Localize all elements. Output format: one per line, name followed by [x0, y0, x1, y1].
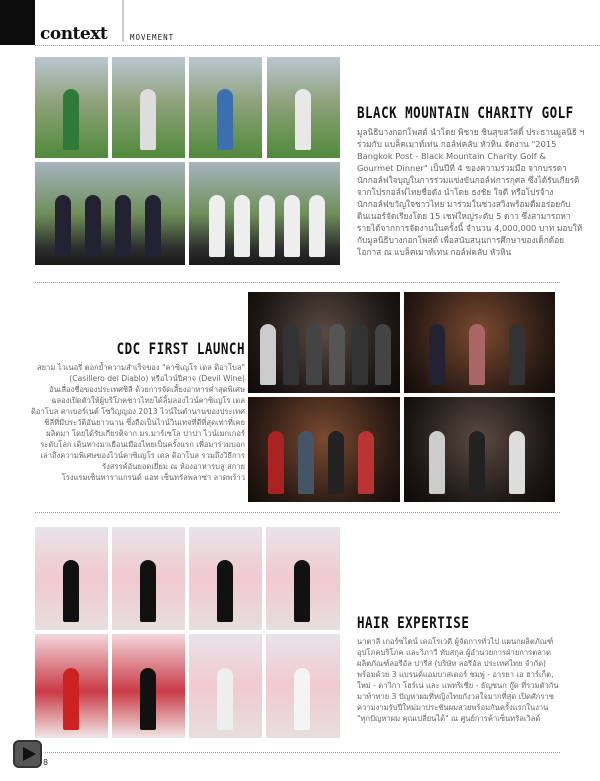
article-title-hair: HAIR EXPERTISE [357, 612, 470, 632]
golf-photo-2 [112, 57, 185, 158]
hair-photo-5 [35, 634, 108, 738]
article-title-golf: BLACK MOUNTAIN CHARITY GOLF [357, 102, 574, 122]
hair-photo-6 [112, 634, 185, 738]
text-line: รังสรรค์อันยอดเยี่ยม ณ ห้องอาหารบลู สกาย [101, 462, 245, 471]
hair-photo-1 [35, 527, 108, 630]
golf-photo-3 [189, 57, 262, 158]
hair-photo-7 [189, 634, 262, 738]
text-line: พร้อมด้วย 3 แบรนด์แอมบาสเดอร์ ชมพู่ - อารยา เอ ฮาร์เก็ต, [357, 670, 554, 679]
text-line: Gourmet Dinner" เป็นปีที่ 4 ของความร่วมมือ จากบรรดา [357, 163, 567, 173]
text-line: โอกาส ณ แบล็คเมาท์เท่น กอล์ฟคลับ หัวหิน [357, 247, 512, 257]
text-line: นาตาลี เกอร์ซไตน์ เดอโรเวดี ผู้จัดการทั่วไป แผนกผลิตภัณฑ์ [357, 637, 554, 646]
article-body-cdc [31, 362, 245, 483]
magazine-logo: context [40, 24, 108, 44]
text-line: โรงแรมเซ็นทาราแกรนด์ แอท เซ็นทรัลพลาซ่า ลาดพร้าว [61, 473, 245, 482]
hair-photo-2 [112, 527, 185, 630]
text-line: เล่าถึงความพิเศษของไวน์คาซิเญโร เดล ดิอาโบล รวมถึงวิธีการ [40, 451, 245, 460]
article-body-golf [357, 126, 584, 258]
golf-photo-4 [267, 57, 340, 158]
text-line: มูลนิธิบางกอกโพสต์ นำโดย พิชาย ชินสุขสวัสดิ์ ประธานมูลนิธิ ฯ [357, 127, 585, 137]
divider [35, 282, 560, 283]
divider [35, 45, 600, 46]
golf-photo-6 [189, 162, 340, 265]
header-divider [122, 0, 124, 42]
text-line: ฉลองเปิดตัวให้ผู้บริโภคชาวไทยได้ลิ้มลองไวน์คาซิเญโร เดล [51, 396, 245, 405]
cdc-photo-2 [404, 292, 555, 393]
text-line: นักกอล์ฟขวัญใจชาวไทย มาร่วมในช่วงสวิงพร้อมดื่มอร่อยกับ [357, 199, 571, 209]
text-line: ความงามรับปีใหม่มาประชันผมสวยพร้อมกันครั้งแรกในงาน [357, 703, 549, 712]
page-number: 8 [43, 758, 49, 767]
text-line: นักกอล์ฟใจบุญในการร่วมแข่งขันกอล์ฟการกุศล ซึ่งได้รับเกียรติ [357, 175, 580, 185]
play-icon[interactable] [13, 740, 42, 768]
cdc-photo-4 [404, 397, 555, 502]
text-line: ระดับโลก เดินทางมาเยือนเมืองไทยเป็นครั้งแรก เพื่อมาร่วมบอก [40, 440, 245, 449]
hair-photo-4 [266, 527, 340, 630]
cdc-photo-3 [248, 397, 400, 502]
article-title-cdc: CDC FIRST LAUNCH [116, 338, 245, 358]
text-line: ดินเนอร์จัดเรียงโดย 15 เชฟใหญ่ระดับ 5 ดาว ซึ่งสามารถหา [357, 211, 571, 221]
divider [45, 752, 560, 753]
text-line: ผลิตมา โดยได้รับเกียรติจาก มร.มาร์เซโล ปาปา ไวน์เมกเกอร์ [46, 429, 245, 438]
header-black-block [0, 0, 35, 45]
hair-photo-8 [266, 634, 340, 738]
text-line: (Casillero del Diablo) หรือไวน์ปีศาจ (Devil Wine) [69, 374, 245, 383]
text-line: ร่วมกับ แบล็คเมาท์เท่น กอล์ฟคลับ หัวหิน จัดงาน "2015 [357, 139, 557, 149]
text-line: กับมูลนิธิบางกอกโพสต์ เพื่อสนับสนุนการศึกษาของเด็กด้อย [357, 235, 565, 245]
text-line: สยาม ไวเนอรี่ ตอกย้ำความสำเร็จของ "คาซิเญโร เดล ดิอาโบล" [36, 363, 245, 372]
golf-photo-5 [35, 162, 185, 265]
divider [35, 512, 560, 513]
text-line: Bangkok Post - Black Mountain Charity Golf & [357, 151, 546, 161]
text-line: "ทุกปัญหาผม คุณเปลี่ยนได้" ณ ศูนย์การค้าเซ็นทรัลเวิลด์ [357, 714, 541, 723]
golf-photo-1 [35, 57, 108, 158]
text-line: อุปโภคบริโภค และวิภาวี ทับสกุล ผู้อำนวยการฝ่ายการตลาด [357, 648, 551, 657]
text-line: ชิลีที่มีประวัติอันยาวนาน ซึ่งถือเป็นไวน์วินเทจที่ดีที่สุดเท่าที่เคย [44, 418, 245, 427]
text-line: มาท้าทาย 3 ปัญหาผมที่หญิงไทยกังวลใจมากที่สุด เปิดศักราช [357, 692, 554, 701]
text-line: ผลิตภัณฑ์ลอรีอัล ปารีส (บริษัท ลอรีอัล ประเทศไทย จำกัด) [357, 659, 547, 668]
hair-photo-3 [189, 527, 262, 630]
article-body-hair [357, 636, 559, 724]
text-line: ใหม่ - ดาวิกา โฮร์เน่ และ แพทริเซีย - ธัญชนก กู๊ด ที่รวมตัวกัน [357, 681, 559, 690]
section-label: MOVEMENT [130, 33, 175, 42]
cdc-photo-1 [248, 292, 400, 393]
text-line: อันเลื่องชื่อของประเทศชิลี ด้วยการจัดเลี้ยงอาหารค่ำสุดพิเศษ [49, 385, 245, 394]
text-line: จากโปรกอล์ฟไทยชื่อดัง นำโดย ธงชัย ใจดี หรือโปรจ้าง [357, 187, 554, 197]
text-line: ดิอาโบล คาเบอร์เนต์ โซวิญญอง 2013 ไวน์ในตำนานของประเทศ [31, 407, 245, 416]
text-line: รายได้จากการจัดงานในครั้งนี้ จำนวน 4,000,000 บาท มอบให้ [357, 223, 583, 233]
